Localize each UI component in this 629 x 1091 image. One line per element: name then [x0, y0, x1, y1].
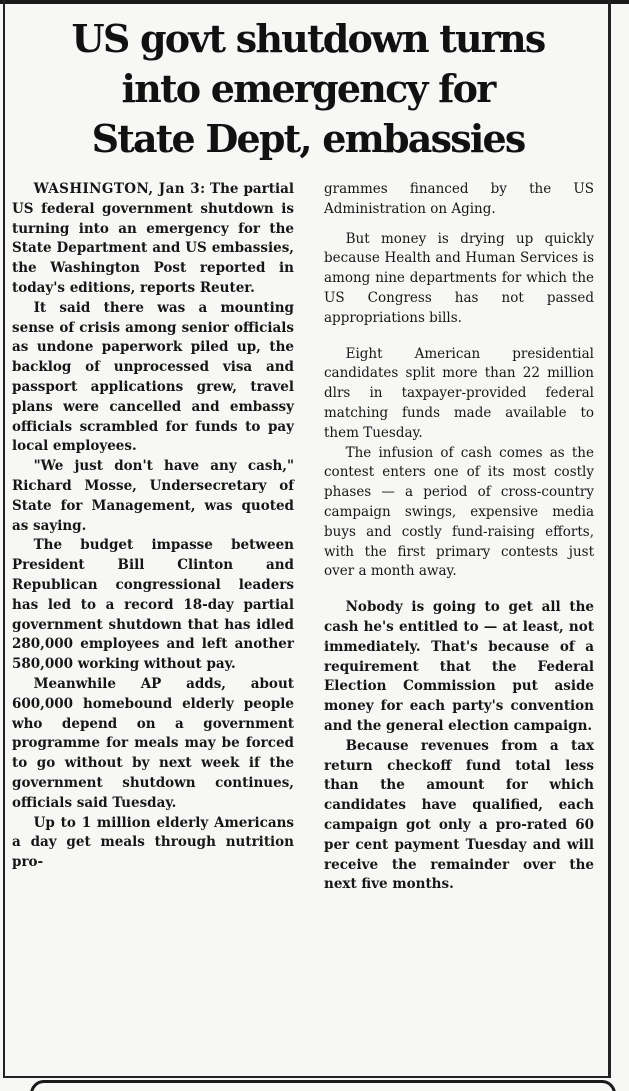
article-paragraph: Up to 1 million elderly Americans a day get meals through nutrition pro-	[12, 814, 294, 871]
article-paragraph: It said there was a mounting sense of crisis among senior officials as undone paperwork piled up, the backlog of unprocessed visa and passport applications grew, travel plans were cancelled and embassy officials scrambled for funds to pay local employees.	[12, 299, 294, 455]
headline-line-1: US govt shutdown turns	[71, 16, 545, 61]
headline	[14, 14, 602, 164]
article-column-left	[12, 180, 294, 873]
next-article-frame	[30, 1080, 616, 1091]
article-paragraph	[12, 180, 294, 299]
article-paragraph: Nobody is going to get all the cash he's entitled to — at least, not immediately. That's because of a requirement that the Federal Election Commission put aside money for each party's convention and the general election campaign.	[324, 599, 594, 734]
article-paragraph: The budget impasse between President Bill Clinton and Republican congressional leaders has led to a record 18-day partial government shutdown that has idled 280,000 employees and left another 580,000 working without pay.	[12, 537, 294, 673]
article-paragraph: "We just don't have any cash," Richard Mosse, Undersecretary of State for Management, was quoted as saying.	[12, 458, 294, 534]
lead-paragraph-text: The partial US federal government shutdown is turning into an emergency for the State Department and US embassies, the Washington Post reported in today's editions, reports Reuter.	[12, 181, 294, 296]
right-border-rule	[608, 0, 611, 1078]
article-paragraph: grammes financed by the US Administration on Aging.	[324, 181, 594, 217]
headline-line-2: into emergency for	[121, 66, 495, 111]
left-border-rule	[3, 0, 5, 1078]
article-paragraph: The infusion of cash comes as the contest enters one of its most costly phases — a period of cross-country campaign swings, expensive media buys and costly fund-raising efforts, with the first primary contests just over a month away.	[324, 444, 594, 580]
dateline: WASHINGTON, Jan 3:	[33, 181, 206, 197]
article-column-right	[324, 180, 594, 895]
article-paragraph: But money is drying up quickly because Health and Human Services is among nine departments for which the US Congress has not passed appropriations bills.	[324, 230, 594, 326]
article-paragraph: Meanwhile AP adds, about 600,000 homebound elderly people who depend on a government programme for meals may be forced to go without by next week if the government shutdown continues, officials said Tuesday.	[12, 675, 294, 811]
bottom-border-rule	[3, 1076, 611, 1078]
headline-line-3: State Dept, embassies	[91, 116, 525, 161]
article-paragraph: Eight American presidential candidates split more than 22 million dlrs in taxpayer-provided federal matching funds made available to them Tuesday.	[324, 345, 594, 441]
article-paragraph: Because revenues from a tax return checkoff fund total less than the amount for which candidates have qualified, each campaign got only a pro-rated 60 per cent payment Tuesday and will receive the remainder over the next five months.	[324, 737, 594, 893]
top-border-rule	[0, 0, 629, 4]
